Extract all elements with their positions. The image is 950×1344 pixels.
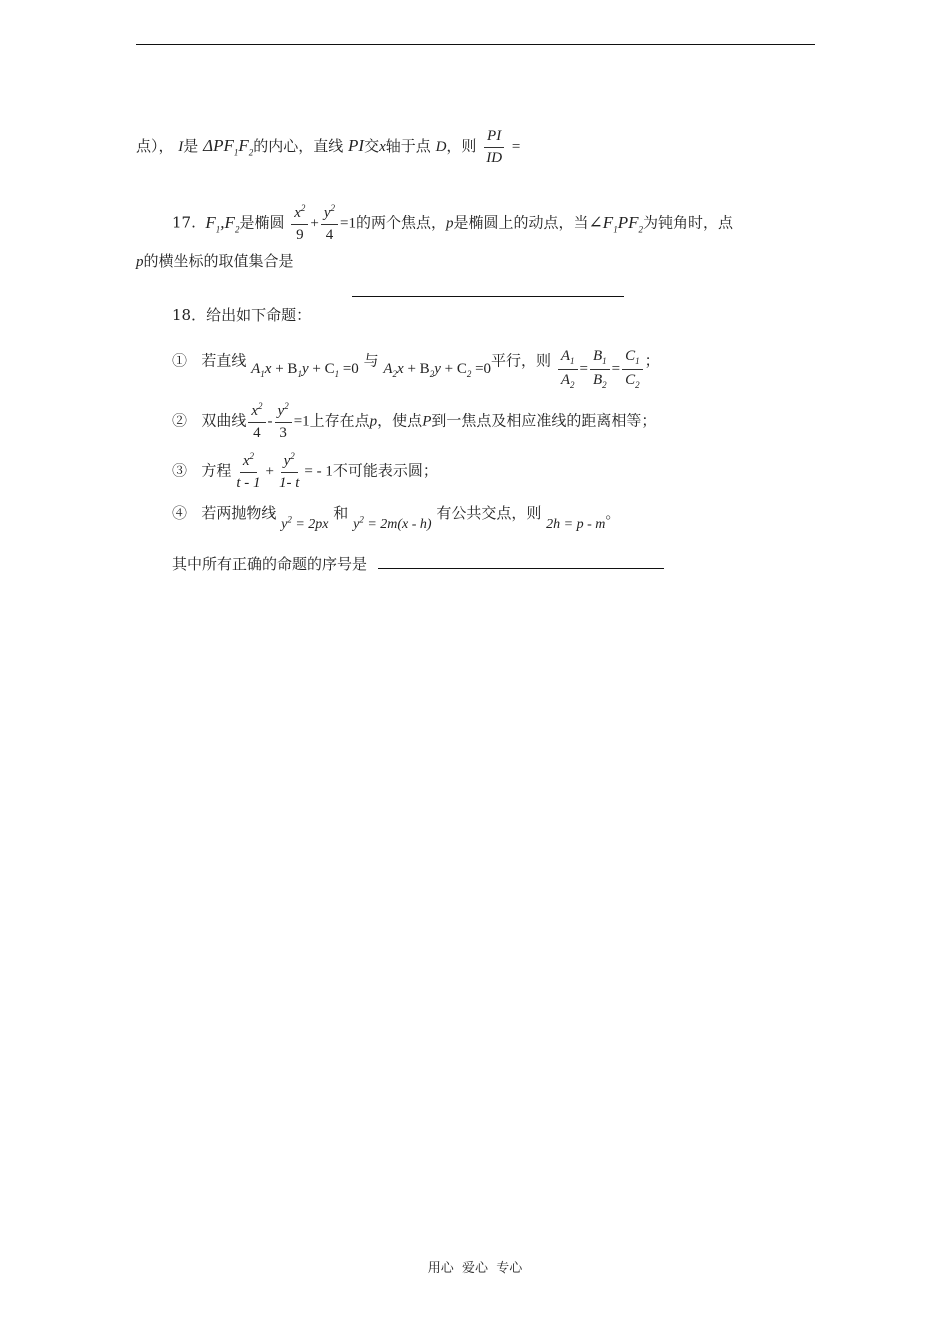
fraction-PI-ID	[483, 128, 505, 166]
sup: 2	[330, 203, 336, 213]
math-F2: F	[238, 136, 249, 155]
item-mark: ④	[172, 504, 188, 522]
fraction-x2-9	[291, 204, 308, 243]
math-angle: ∠F	[588, 212, 614, 232]
text-mid: 的内心，直线	[253, 137, 344, 155]
text: ，使点	[377, 411, 423, 430]
math-eq: =1	[293, 413, 310, 430]
question-18-title: 18．给出如下命题：	[172, 306, 312, 324]
math-eq: = - 1	[304, 463, 333, 480]
text: 为钝角时，点	[642, 213, 733, 232]
sub: 2	[234, 223, 240, 234]
frac-den: ID	[486, 149, 503, 166]
question-17-line2	[136, 250, 294, 271]
math-triangle: ΔPF	[203, 136, 234, 155]
frac-num: A	[560, 348, 571, 364]
fraction-B	[590, 348, 610, 391]
text: 其中所有正确的命题的序号是	[172, 555, 368, 573]
sup: 2	[290, 451, 295, 461]
page-footer: 用心 爱心 专心	[427, 1261, 523, 1276]
sub: 2	[602, 379, 607, 390]
fraction-x2-4	[248, 402, 265, 441]
text: 到一焦点及相应准线的距离相等；	[431, 411, 657, 430]
text-is: 是	[183, 137, 199, 155]
text: 有公共交点，则	[436, 504, 542, 522]
math-p: p	[136, 254, 144, 270]
math-eq: =	[611, 361, 621, 378]
fraction-A	[558, 348, 578, 391]
proposition-2	[172, 402, 656, 441]
proposition-1	[172, 340, 660, 390]
frac-num: x	[294, 205, 301, 221]
frac-num: B	[592, 348, 603, 364]
frac-den: 4	[325, 226, 334, 243]
math: 2h = p - m	[546, 517, 606, 532]
comma: ,	[220, 212, 225, 232]
text: 和	[333, 504, 349, 522]
sub: 1	[334, 369, 340, 380]
fraction-y2-3	[275, 402, 292, 441]
text: 上存在点	[309, 411, 370, 430]
math-F: F	[224, 212, 235, 232]
frac-den: 4	[253, 424, 261, 441]
proposition-3	[172, 452, 438, 491]
text-cross: 交	[364, 137, 380, 155]
frac-num: y	[277, 403, 285, 419]
frac-den: 1- t	[278, 474, 300, 491]
sub: 1	[233, 147, 239, 158]
math: A	[251, 361, 261, 378]
text: 与	[363, 351, 379, 370]
math-plus: +	[265, 463, 274, 480]
math: y	[353, 517, 360, 532]
sub: 1	[215, 223, 221, 234]
math: y	[301, 361, 309, 378]
sub: 1	[297, 369, 302, 380]
math: + B	[275, 361, 298, 378]
sub: 2	[466, 369, 472, 380]
math-eq: =	[511, 139, 521, 155]
text: 的两个焦点，	[356, 213, 447, 232]
frac-den: A	[560, 371, 571, 388]
math: = 2px	[291, 517, 329, 532]
question-17	[172, 204, 733, 243]
math-minus: -	[267, 413, 273, 430]
text-then: ，则	[446, 137, 477, 155]
fraction-y2-1-t	[276, 452, 302, 491]
frac-num: x	[251, 403, 259, 419]
math: x	[397, 361, 404, 378]
sub: 1	[602, 356, 607, 366]
math-F: F	[205, 212, 216, 232]
math-plus: +	[310, 215, 319, 232]
frac-num: C	[625, 348, 636, 364]
sub: 1	[613, 223, 618, 234]
frac-den: B	[592, 371, 603, 388]
math-D: D	[435, 139, 447, 155]
sup: 2	[359, 514, 364, 525]
fraction-x2-t-1	[233, 452, 263, 491]
math: + B	[407, 361, 430, 378]
math-eq: =	[579, 361, 588, 378]
conclusion	[172, 552, 664, 574]
math-I: I	[178, 139, 184, 155]
frac-num: PI	[484, 128, 504, 148]
frac-num: y	[283, 453, 291, 469]
sub: 2	[392, 369, 398, 380]
sub: 2	[429, 369, 435, 380]
question-number: 17.	[172, 213, 196, 232]
frac-num: y	[323, 205, 331, 221]
sub: 2	[248, 147, 254, 158]
math: =0	[475, 361, 492, 378]
math-P: P	[422, 413, 432, 430]
text: 。	[605, 504, 621, 522]
item-mark: ①	[172, 351, 188, 370]
frac-num: x	[242, 453, 250, 469]
sup: 2	[300, 203, 306, 213]
fraction-y2-4	[321, 204, 338, 243]
sub: 1	[570, 356, 575, 366]
math-eq: =1	[340, 215, 357, 232]
math: x	[264, 361, 272, 378]
sup: 2	[284, 401, 289, 411]
sub: 2	[570, 379, 575, 390]
item-mark: ③	[172, 461, 188, 480]
item-mark: ②	[172, 411, 188, 430]
math-PI: PI	[348, 136, 365, 155]
frac-den: C	[625, 371, 636, 388]
math: + C	[444, 361, 467, 378]
text: ；	[644, 351, 660, 370]
fraction-C	[622, 348, 643, 391]
text: 若两抛物线	[201, 504, 277, 522]
sub: 2	[635, 379, 640, 390]
line-incenter	[136, 128, 520, 166]
text: 平行，则	[491, 351, 552, 370]
proposition-4	[172, 502, 621, 532]
text-axis: 轴于点	[385, 137, 431, 155]
sup: 2	[287, 514, 292, 525]
text: 方程	[201, 461, 232, 480]
header-rule	[136, 44, 815, 45]
text-prefix: 点），	[136, 137, 174, 155]
math-x: x	[379, 139, 386, 155]
answer-blank-17[interactable]	[352, 296, 624, 297]
text: 是椭圆	[239, 213, 285, 232]
sub: 1	[635, 356, 640, 366]
math: A	[383, 361, 393, 378]
text: 若直线	[201, 351, 247, 370]
frac-den: 3	[279, 424, 287, 441]
sup: 2	[258, 401, 263, 411]
frac-den: t - 1	[236, 474, 261, 491]
sub: 2	[638, 223, 643, 234]
sub: 1	[260, 369, 265, 380]
math: + C	[312, 361, 335, 378]
math-p: p	[446, 215, 454, 232]
sup: 2	[249, 451, 255, 461]
math: = 2m(x - h)	[363, 517, 432, 532]
math: y	[434, 361, 441, 378]
text: 是椭圆上的动点，当	[453, 213, 589, 232]
text: 不可能表示圆；	[332, 461, 438, 480]
answer-blank-18[interactable]	[378, 552, 664, 569]
text: 双曲线	[201, 411, 247, 430]
math: y	[281, 517, 288, 532]
math: =0	[342, 361, 359, 378]
math-p: p	[369, 413, 378, 430]
math-PF: PF	[617, 212, 639, 232]
text: 的横坐标的取值集合是	[143, 252, 294, 270]
frac-den: 9	[296, 226, 304, 243]
